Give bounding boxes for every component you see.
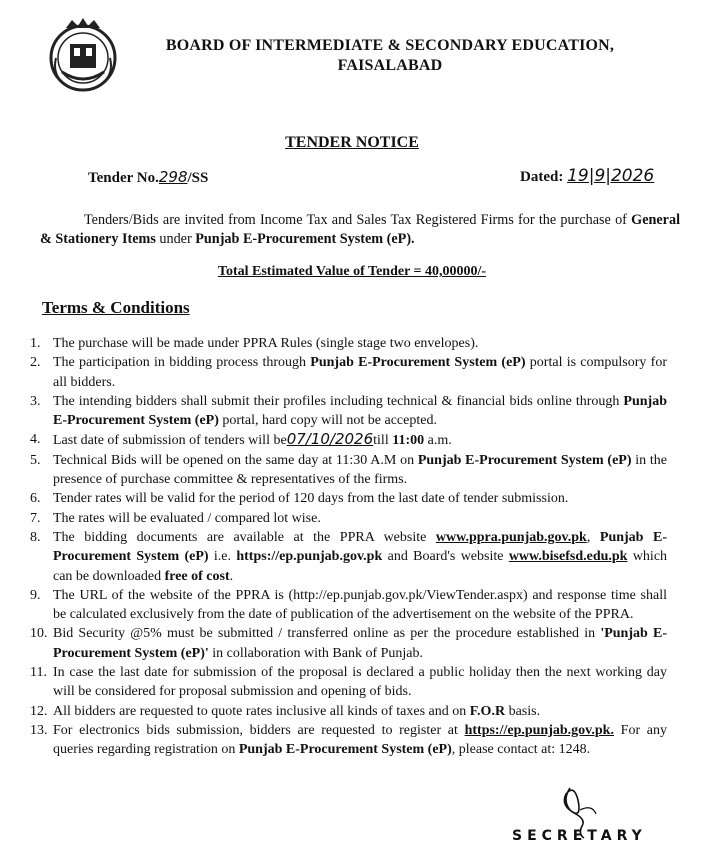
term-item — [0, 663, 704, 702]
term-number: 2. — [30, 355, 41, 371]
term-bold: Punjab E-Procurement System (eP) — [310, 355, 526, 371]
notice-title: TENDER NOTICE — [285, 134, 419, 151]
tender-number-label: Tender No. — [88, 170, 159, 186]
ep-register-link[interactable]: https://ep.punjab.gov.pk. — [464, 722, 614, 738]
term-number: 10. — [30, 626, 48, 642]
term-bold: Punjab E-Procurement System (eP) — [53, 393, 667, 429]
term-text: The intending bidders shall submit their profiles including technical & financial bids online through — [53, 393, 620, 409]
intro-paragraph — [40, 211, 680, 249]
term-text: Bid Security @5% must be submitted / transferred online as per the procedure established in — [53, 626, 596, 642]
intro-mid: under — [159, 231, 192, 247]
term-text: portal is compulsory for all bidders. — [53, 355, 668, 390]
ppra-website-link[interactable]: www.ppra.punjab.gov.pk — [435, 529, 587, 545]
term-item — [0, 451, 704, 490]
tender-number — [88, 168, 208, 187]
terms-list — [0, 334, 704, 760]
secretary-title: SECRETARY — [512, 828, 647, 844]
term-bold: Punjab E-Procurement System (eP) — [238, 742, 452, 758]
term-text: , — [586, 529, 591, 545]
date-line — [520, 166, 654, 186]
term-number: 11. — [30, 665, 47, 681]
term-text: in collaboration with Bank of Punjab. — [212, 645, 424, 661]
term-text: basis. — [508, 703, 541, 719]
term-item — [0, 489, 704, 508]
term-text: Tender rates will be valid for the period of 120 days from the last date of tender submission. — [53, 491, 569, 507]
term-item — [0, 624, 704, 663]
board-crest-logo — [44, 14, 122, 96]
term-number: 1. — [30, 336, 41, 351]
term-text: The purchase will be made under PPRA Rules (single stage two envelopes). — [53, 336, 479, 351]
term-number: 4. — [30, 432, 41, 448]
term-text: . — [229, 568, 234, 584]
board-website-link[interactable]: www.bisefsd.edu.pk — [508, 549, 628, 565]
ep-website-link[interactable]: https://ep.punjab.gov.pk — [236, 549, 383, 565]
term-text: Technical Bids will be opened on the same day at 11:30 A.M on — [53, 452, 415, 468]
term-number: 8. — [30, 529, 41, 545]
term-number: 12. — [30, 703, 48, 719]
term-item — [0, 721, 704, 760]
term-bold: 11:00 — [392, 433, 425, 449]
term-text: The rates will be evaluated / compared lot wise. — [53, 510, 321, 526]
board-name-line1: BOARD OF INTERMEDIATE & SECONDARY EDUCATION, — [165, 37, 615, 54]
term-bold: F.O.R — [469, 703, 506, 719]
board-name — [150, 36, 630, 76]
term-item — [0, 334, 704, 353]
term-number: 7. — [30, 510, 41, 526]
term-text: in the presence of purchase committee & representatives of the firms. — [53, 452, 668, 488]
term-bold: 'Punjab E-Procurement System (eP)' — [53, 626, 667, 661]
term-text: Last date of submission of tenders will be — [53, 433, 287, 449]
term-item — [0, 702, 704, 721]
intro-text: Tenders/Bids are invited from Income Tax and Sales Tax Registered Firms for the purchase of — [84, 212, 627, 228]
term-text: i.e. — [213, 549, 232, 565]
date-label: Dated: — [520, 169, 564, 185]
term-item — [0, 430, 704, 450]
term-bold: free of cost — [164, 568, 230, 584]
term-text: In case the last date for submission of the proposal is declared a public holiday then the next working day will be considered for proposal submission and opening of bids. — [53, 665, 667, 700]
term-text: , please contact at: 1248. — [451, 742, 591, 758]
term-text: The URL of the website of the PPRA is (http://ep.punjab.gov.pk/ViewTender.aspx) and response time shall be calculated exclusively from the date of publication of the advertisement on the website of the PPRA. — [53, 587, 667, 623]
term-number: 5. — [30, 452, 41, 468]
term-number: 13. — [30, 722, 48, 738]
term-item — [0, 509, 704, 528]
term-item — [0, 528, 704, 586]
intro-items: General & Stationery Items — [40, 212, 681, 247]
total-estimated-value: Total Estimated Value of Tender = 40,00000/- — [217, 264, 487, 279]
terms-heading: Terms & Conditions — [42, 298, 190, 317]
term-bold: Punjab E-Procurement System (eP) — [417, 452, 632, 468]
intro-system: Punjab E-Procurement System (eP). — [195, 231, 415, 247]
term-item — [0, 392, 704, 431]
term-item — [0, 353, 704, 392]
term-text: portal, hard copy will not be accepted. — [222, 413, 437, 429]
term-text: a.m. — [427, 433, 452, 449]
term-item — [0, 586, 704, 625]
term-text: The participation in bidding process through — [53, 355, 307, 371]
term-text: which can be downloaded — [53, 549, 668, 584]
tender-number-suffix: /SS — [187, 170, 209, 186]
term-text: For electronics bids submission, bidders are requested to register at — [53, 722, 458, 738]
term-number: 6. — [30, 491, 41, 507]
handwritten-date: 07/10/2026 — [286, 430, 374, 449]
board-name-line2: FAISALABAD — [337, 57, 443, 74]
term-text: The bidding documents are available at the PPRA website — [53, 529, 427, 545]
tender-number-value: 298 — [158, 168, 188, 186]
term-number: 9. — [30, 587, 41, 603]
date-value: 19|9|2026 — [567, 166, 655, 186]
term-text: All bidders are requested to quote rates inclusive all kinds of taxes and on — [53, 703, 467, 719]
term-text: till — [373, 433, 389, 449]
term-bold: Punjab E-Procurement System (eP) — [53, 529, 668, 565]
term-text: and Board's website — [387, 549, 504, 565]
term-number: 3. — [30, 393, 41, 409]
term-text: For any queries regarding registration on — [53, 722, 667, 758]
